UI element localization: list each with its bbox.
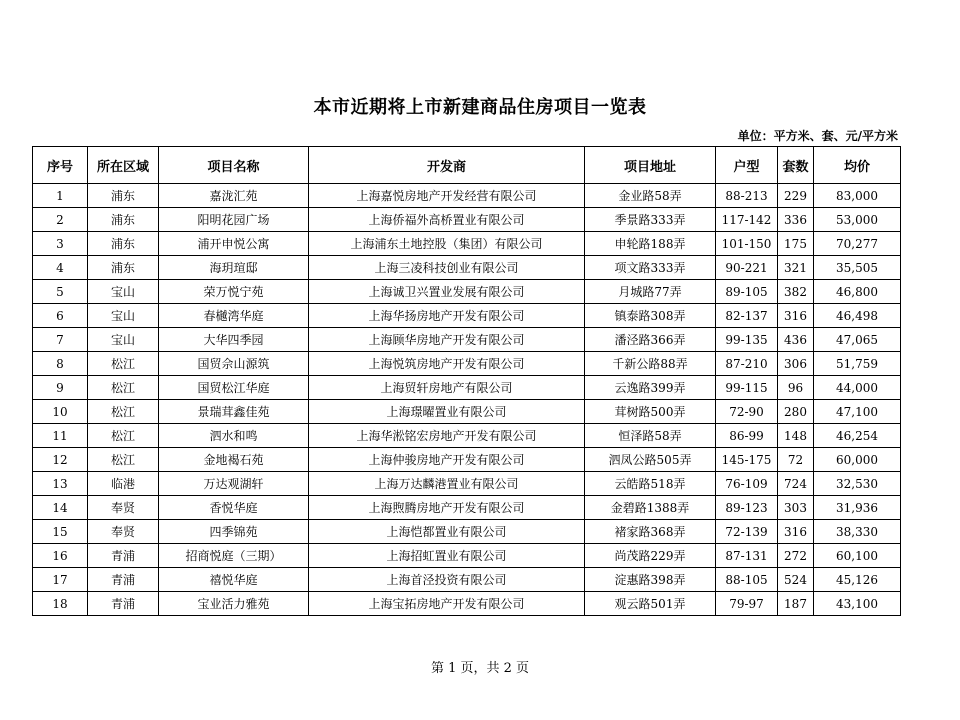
cell-district: 浦东 xyxy=(88,184,159,208)
cell-developer: 上海宝拓房地产开发有限公司 xyxy=(309,592,585,616)
cell-project-name: 四季锦苑 xyxy=(159,520,309,544)
cell-district: 奉贤 xyxy=(88,496,159,520)
cell-avg-price: 46,800 xyxy=(814,280,901,304)
cell-address: 季景路333弄 xyxy=(585,208,716,232)
cell-developer: 上海璟曜置业有限公司 xyxy=(309,400,585,424)
cell-index: 15 xyxy=(33,520,88,544)
cell-project-name: 浦开申悦公寓 xyxy=(159,232,309,256)
cell-address: 金业路58弄 xyxy=(585,184,716,208)
cell-unit-size: 88-213 xyxy=(716,184,778,208)
table-row xyxy=(33,232,901,256)
cell-address: 尚茂路229弄 xyxy=(585,544,716,568)
cell-project-name: 景瑞茸鑫佳苑 xyxy=(159,400,309,424)
cell-unit-count: 96 xyxy=(778,376,814,400)
cell-index: 4 xyxy=(33,256,88,280)
cell-project-name: 大华四季园 xyxy=(159,328,309,352)
cell-developer: 上海仲骏房地产开发有限公司 xyxy=(309,448,585,472)
cell-developer: 上海煦腾房地产开发有限公司 xyxy=(309,496,585,520)
cell-district: 临港 xyxy=(88,472,159,496)
cell-unit-count: 229 xyxy=(778,184,814,208)
cell-avg-price: 47,065 xyxy=(814,328,901,352)
cell-avg-price: 70,277 xyxy=(814,232,901,256)
cell-project-name: 海玥瑄邸 xyxy=(159,256,309,280)
cell-developer: 上海顾华房地产开发有限公司 xyxy=(309,328,585,352)
cell-unit-size: 87-131 xyxy=(716,544,778,568)
cell-avg-price: 31,936 xyxy=(814,496,901,520)
table-row xyxy=(33,304,901,328)
cell-index: 11 xyxy=(33,424,88,448)
cell-avg-price: 46,498 xyxy=(814,304,901,328)
table-header-row xyxy=(33,147,901,184)
cell-project-name: 泗水和鸣 xyxy=(159,424,309,448)
table-row xyxy=(33,184,901,208)
cell-avg-price: 45,126 xyxy=(814,568,901,592)
cell-district: 青浦 xyxy=(88,568,159,592)
cell-unit-count: 303 xyxy=(778,496,814,520)
table-row xyxy=(33,352,901,376)
cell-index: 17 xyxy=(33,568,88,592)
housing-project-table xyxy=(32,146,901,616)
cell-address: 镇泰路308弄 xyxy=(585,304,716,328)
header-cell-unit-count: 套数 xyxy=(778,147,814,184)
cell-project-name: 国贸佘山源筑 xyxy=(159,352,309,376)
cell-address: 茸树路500弄 xyxy=(585,400,716,424)
cell-address: 泗凤公路505弄 xyxy=(585,448,716,472)
cell-unit-size: 90-221 xyxy=(716,256,778,280)
cell-unit-size: 89-105 xyxy=(716,280,778,304)
cell-address: 恒泽路58弄 xyxy=(585,424,716,448)
header-cell-project-name: 项目名称 xyxy=(159,147,309,184)
page-title: 本市近期将上市新建商品住房项目一览表 xyxy=(313,97,647,118)
cell-address: 淀惠路398弄 xyxy=(585,568,716,592)
cell-developer: 上海悦筑房地产开发有限公司 xyxy=(309,352,585,376)
cell-unit-size: 117-142 xyxy=(716,208,778,232)
cell-avg-price: 60,000 xyxy=(814,448,901,472)
cell-district: 宝山 xyxy=(88,304,159,328)
cell-unit-size: 82-137 xyxy=(716,304,778,328)
cell-district: 浦东 xyxy=(88,232,159,256)
cell-index: 13 xyxy=(33,472,88,496)
cell-unit-size: 79-97 xyxy=(716,592,778,616)
cell-unit-size: 87-210 xyxy=(716,352,778,376)
cell-address: 项文路333弄 xyxy=(585,256,716,280)
cell-unit-size: 88-105 xyxy=(716,568,778,592)
cell-unit-count: 187 xyxy=(778,592,814,616)
cell-avg-price: 47,100 xyxy=(814,400,901,424)
cell-avg-price: 60,100 xyxy=(814,544,901,568)
cell-unit-size: 76-109 xyxy=(716,472,778,496)
cell-address: 金碧路1388弄 xyxy=(585,496,716,520)
cell-address: 云逸路399弄 xyxy=(585,376,716,400)
header-cell-unit-size: 户型 xyxy=(716,147,778,184)
header-cell-avg-price: 均价 xyxy=(814,147,901,184)
table-row xyxy=(33,592,901,616)
table-row xyxy=(33,328,901,352)
cell-project-name: 香悦华庭 xyxy=(159,496,309,520)
cell-avg-price: 44,000 xyxy=(814,376,901,400)
cell-index: 6 xyxy=(33,304,88,328)
cell-index: 3 xyxy=(33,232,88,256)
cell-avg-price: 43,100 xyxy=(814,592,901,616)
cell-address: 云皓路518弄 xyxy=(585,472,716,496)
cell-avg-price: 38,330 xyxy=(814,520,901,544)
cell-project-name: 国贸松江华庭 xyxy=(159,376,309,400)
cell-district: 浦东 xyxy=(88,208,159,232)
cell-unit-size: 99-135 xyxy=(716,328,778,352)
cell-developer: 上海恺都置业有限公司 xyxy=(309,520,585,544)
cell-index: 1 xyxy=(33,184,88,208)
cell-district: 奉贤 xyxy=(88,520,159,544)
cell-district: 松江 xyxy=(88,424,159,448)
table-row xyxy=(33,544,901,568)
cell-avg-price: 51,759 xyxy=(814,352,901,376)
table-row xyxy=(33,424,901,448)
cell-unit-count: 175 xyxy=(778,232,814,256)
table-row xyxy=(33,256,901,280)
cell-avg-price: 35,505 xyxy=(814,256,901,280)
cell-developer: 上海万达麟港置业有限公司 xyxy=(309,472,585,496)
cell-index: 18 xyxy=(33,592,88,616)
cell-unit-count: 272 xyxy=(778,544,814,568)
cell-district: 青浦 xyxy=(88,544,159,568)
cell-unit-count: 280 xyxy=(778,400,814,424)
table-row xyxy=(33,496,901,520)
header-cell-district: 所在区域 xyxy=(88,147,159,184)
cell-avg-price: 83,000 xyxy=(814,184,901,208)
cell-address: 千新公路88弄 xyxy=(585,352,716,376)
cell-project-name: 荣万悦宁苑 xyxy=(159,280,309,304)
table-row xyxy=(33,448,901,472)
cell-district: 松江 xyxy=(88,352,159,376)
cell-unit-count: 321 xyxy=(778,256,814,280)
cell-avg-price: 32,530 xyxy=(814,472,901,496)
cell-district: 浦东 xyxy=(88,256,159,280)
header-cell-developer: 开发商 xyxy=(309,147,585,184)
cell-unit-size: 89-123 xyxy=(716,496,778,520)
cell-unit-size: 99-115 xyxy=(716,376,778,400)
cell-project-name: 阳明花园广场 xyxy=(159,208,309,232)
cell-index: 9 xyxy=(33,376,88,400)
cell-address: 观云路501弄 xyxy=(585,592,716,616)
cell-unit-size: 145-175 xyxy=(716,448,778,472)
cell-project-name: 春樾湾华庭 xyxy=(159,304,309,328)
cell-avg-price: 46,254 xyxy=(814,424,901,448)
cell-unit-count: 724 xyxy=(778,472,814,496)
cell-developer: 上海招虹置业有限公司 xyxy=(309,544,585,568)
cell-index: 10 xyxy=(33,400,88,424)
cell-unit-count: 316 xyxy=(778,520,814,544)
cell-address: 月城路77弄 xyxy=(585,280,716,304)
cell-developer: 上海浦东土地控股（集团）有限公司 xyxy=(309,232,585,256)
cell-unit-size: 72-90 xyxy=(716,400,778,424)
unit-note: 单位：平方米、套、元/平方米 xyxy=(737,129,898,143)
cell-developer: 上海嘉悦房地产开发经营有限公司 xyxy=(309,184,585,208)
cell-index: 7 xyxy=(33,328,88,352)
cell-index: 2 xyxy=(33,208,88,232)
table-row xyxy=(33,280,901,304)
header-cell-address: 项目地址 xyxy=(585,147,716,184)
cell-unit-count: 436 xyxy=(778,328,814,352)
cell-district: 松江 xyxy=(88,400,159,424)
cell-project-name: 招商悦庭（三期） xyxy=(159,544,309,568)
cell-address: 潘泾路366弄 xyxy=(585,328,716,352)
cell-index: 8 xyxy=(33,352,88,376)
cell-unit-count: 524 xyxy=(778,568,814,592)
table-row xyxy=(33,400,901,424)
cell-unit-count: 316 xyxy=(778,304,814,328)
header-cell-index: 序号 xyxy=(33,147,88,184)
cell-index: 5 xyxy=(33,280,88,304)
table-row xyxy=(33,376,901,400)
cell-district: 宝山 xyxy=(88,280,159,304)
cell-district: 松江 xyxy=(88,376,159,400)
cell-project-name: 金地褐石苑 xyxy=(159,448,309,472)
table-body xyxy=(33,184,901,616)
cell-unit-count: 72 xyxy=(778,448,814,472)
cell-index: 12 xyxy=(33,448,88,472)
cell-project-name: 禧悦华庭 xyxy=(159,568,309,592)
cell-unit-size: 86-99 xyxy=(716,424,778,448)
cell-index: 14 xyxy=(33,496,88,520)
cell-unit-size: 101-150 xyxy=(716,232,778,256)
cell-project-name: 嘉泷汇苑 xyxy=(159,184,309,208)
cell-developer: 上海华扬房地产开发有限公司 xyxy=(309,304,585,328)
cell-unit-count: 306 xyxy=(778,352,814,376)
cell-project-name: 万达观湖轩 xyxy=(159,472,309,496)
cell-district: 松江 xyxy=(88,448,159,472)
table-row xyxy=(33,472,901,496)
table-row xyxy=(33,208,901,232)
cell-project-name: 宝业活力雅苑 xyxy=(159,592,309,616)
table-row xyxy=(33,520,901,544)
cell-developer: 上海侨福外高桥置业有限公司 xyxy=(309,208,585,232)
cell-address: 褚家路368弄 xyxy=(585,520,716,544)
cell-unit-size: 72-139 xyxy=(716,520,778,544)
cell-district: 宝山 xyxy=(88,328,159,352)
cell-district: 青浦 xyxy=(88,592,159,616)
cell-developer: 上海贸轩房地产有限公司 xyxy=(309,376,585,400)
cell-address: 申轮路188弄 xyxy=(585,232,716,256)
cell-unit-count: 336 xyxy=(778,208,814,232)
page-footer: 第 1 页，共 2 页 xyxy=(430,661,530,676)
cell-unit-count: 148 xyxy=(778,424,814,448)
cell-developer: 上海首泾投资有限公司 xyxy=(309,568,585,592)
cell-developer: 上海三凌科技创业有限公司 xyxy=(309,256,585,280)
cell-unit-count: 382 xyxy=(778,280,814,304)
cell-index: 16 xyxy=(33,544,88,568)
cell-developer: 上海诚卫兴置业发展有限公司 xyxy=(309,280,585,304)
cell-avg-price: 53,000 xyxy=(814,208,901,232)
table-row xyxy=(33,568,901,592)
cell-developer: 上海华淞铭宏房地产开发有限公司 xyxy=(309,424,585,448)
